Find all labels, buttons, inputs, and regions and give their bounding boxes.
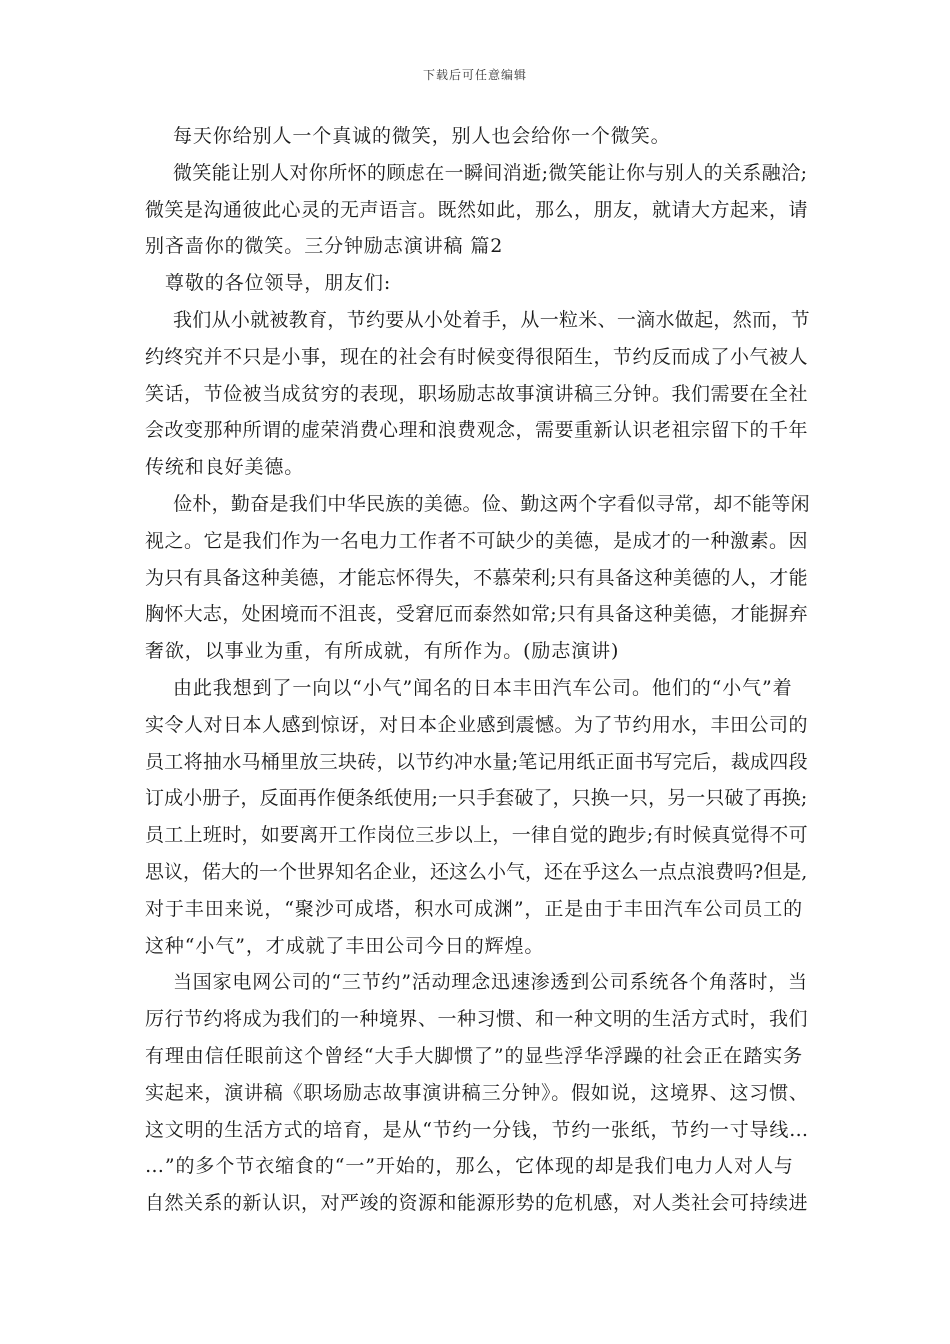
text-line: 员工上班时，如要离开工作岗位三步以上，一律自觉的跑步;有时候真觉得不可 bbox=[145, 824, 808, 847]
text-line: 自然关系的新认识，对严竣的资源和能源形势的危机感，对人类社会可持续进 bbox=[145, 1192, 809, 1215]
text-line: 奢欲，以事业为重，有所成就，有所作为。(励志演讲) bbox=[145, 640, 620, 663]
page-header: 下载后可任意编辑 bbox=[422, 68, 527, 82]
text-line: 每天你给别人一个真诚的微笑，别人也会给你一个微笑。 bbox=[173, 125, 671, 147]
text-line: 订成小册子，反面再作便条纸使用;一只手套破了，只换一只，另一只破了再换; bbox=[145, 787, 808, 810]
text-line: 视之。它是我们作为一名电力工作者不可缺少的美德，是成才的一种激素。因 bbox=[145, 529, 809, 552]
text-line: 微笑能让别人对你所怀的顾虑在一瞬间消逝;微笑能让你与别人的关系融洽; bbox=[173, 161, 808, 184]
text-line: 胸怀大志，处困境而不沮丧，受窘厄而泰然如常;只有具备这种美德，才能摒弃 bbox=[145, 603, 808, 626]
text-line: 有理由信任眼前这个曾经“大手大脚惯了”的显些浮华浮躁的社会正在踏实务 bbox=[145, 1044, 804, 1067]
text-line: 尊敬的各位领导，朋友们: bbox=[165, 272, 392, 295]
text-line: 为只有具备这种美德，才能忘怀得失，不慕荣利;只有具备这种美德的人，才能 bbox=[145, 566, 808, 589]
text-line: 当国家电网公司的“三节约”活动理念迅速渗透到公司系统各个角落时，当 bbox=[173, 971, 808, 994]
text-line: 别吝啬你的微笑。三分钟励志演讲稿 篇2 bbox=[145, 235, 504, 258]
document-body bbox=[145, 118, 810, 1222]
text-line: 厉行节约将成为我们的一种境界、一种习惯、和一种文明的生活方式时，我们 bbox=[145, 1008, 809, 1031]
text-line: 微笑是沟通彼此心灵的无声语言。既然如此，那么，朋友，就请大方起来，请 bbox=[145, 198, 809, 221]
text-line: 由此我想到了一向以“小气”闻名的日本丰田汽车公司。他们的“小气”着 bbox=[173, 676, 793, 699]
text-line: 我们从小就被教育，节约要从小处着手，从一粒米、一滴水做起，然而，节 bbox=[173, 308, 810, 331]
text-line: 约终究并不只是小事，现在的社会有时候变得很陌生，节约反而成了小气被人 bbox=[145, 345, 809, 368]
text-line: 思议，偌大的一个世界知名企业，还这么小气，还在乎这么一点点浪费吗?但是, bbox=[145, 860, 808, 883]
text-line: 这种“小气”，才成就了丰田公司今日的辉煌。 bbox=[145, 934, 545, 957]
text-line: 对于丰田来说，“聚沙可成塔，积水可成渊”，正是由于丰田汽车公司员工的 bbox=[145, 897, 804, 920]
text-line: 俭朴，勤奋是我们中华民族的美德。俭、勤这两个字看似寻常，却不能等闲 bbox=[173, 492, 810, 515]
text-line: 实令人对日本人感到惊讶，对日本企业感到震憾。为了节约用水，丰田公司的 bbox=[145, 713, 809, 736]
text-line: 员工将抽水马桶里放三块砖，以节约冲水量;笔记用纸正面书写完后，裁成四段 bbox=[145, 750, 808, 773]
text-line: 这文明的生活方式的培育，是从“节约一分钱，节约一张纸，节约一寸导线… bbox=[145, 1118, 809, 1141]
text-line: 传统和良好美德。 bbox=[145, 456, 305, 479]
text-line: 笑话，节俭被当成贫穷的表现，职场励志故事演讲稿三分钟。我们需要在全社 bbox=[145, 382, 809, 405]
text-line: 会改变那种所谓的虚荣消费心理和浪费观念，需要重新认识老祖宗留下的千年 bbox=[145, 419, 809, 442]
text-line: …”的多个节衣缩食的“一”开始的，那么，它体现的却是我们电力人对人与 bbox=[145, 1155, 794, 1178]
text-line: 实起来，演讲稿《职场励志故事演讲稿三分钟》。假如说，这境界、这习惯、 bbox=[145, 1081, 809, 1104]
